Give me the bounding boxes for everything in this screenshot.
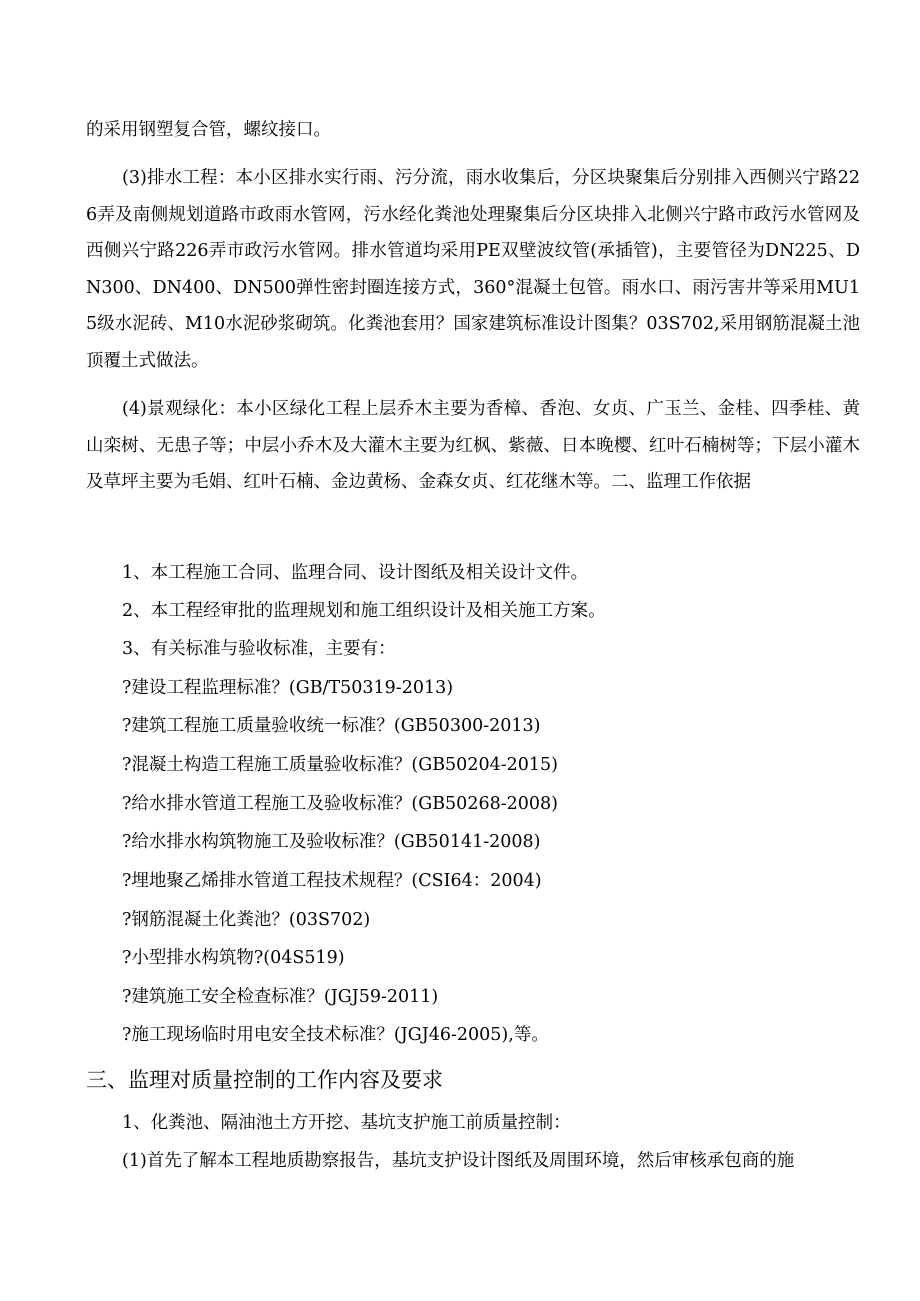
standard-item: ?建设工程监理标准？(GB/T50319-2013) bbox=[122, 678, 454, 698]
standard-item: ?小型排水构筑物?(04S519) bbox=[122, 948, 345, 968]
standard-item: ?混凝土构造工程施工质量验收标准？(GB50204-2015) bbox=[122, 755, 558, 775]
paragraph-drainage: (3)排水工程：本小区排水实行雨、污分流，雨水收集后，分区块聚集后分别排入西侧兴宁路226弄及南侧规划道路市政雨水管网，污水经化粪池处理聚集后分区块排入北侧兴宁路市政污水管网及西侧兴宁路226弄市政污水管网。排水管道均采用PE双壁波纹管(承插管)，主要管径为DN225、DN300、DN400、DN500弹性密封圈连接方式，360°混凝土包管。雨水口、雨污害井等采用MU15级水泥砖、M10水泥砂浆砌筑。化粪池套用？国家建筑标准设计图集？03S702,采用钢筋混凝土池顶覆土式做法。 bbox=[86, 168, 860, 371]
section-3-paragraph-1: (1)首先了解本工程地质勘察报告，基坑支护设计图纸及周围环境，然后审核承包商的施 bbox=[122, 1151, 795, 1171]
paragraph-continuation: 的采用钢塑复合管，螺纹接口。 bbox=[86, 120, 331, 140]
standard-item: ?给水排水管道工程施工及验收标准？(GB50268-2008) bbox=[122, 794, 558, 814]
standard-item: ?建筑施工安全检查标准？(JGJ59-2011) bbox=[122, 987, 439, 1007]
standard-item: ?建筑工程施工质量验收统一标准？(GB50300-2013) bbox=[122, 716, 541, 736]
basis-item-3: 3、有关标准与验收标准，主要有： bbox=[122, 639, 396, 659]
standard-item: ?钢筋混凝土化粪池？(03S702) bbox=[122, 910, 371, 930]
standard-item: ?给水排水构筑物施工及验收标准？(GB50141-2008) bbox=[122, 832, 541, 852]
standard-item: ?埋地聚乙烯排水管道工程技术规程？(CSI64：2004) bbox=[122, 871, 542, 891]
basis-item-2: 2、本工程经审批的监理规划和施工组织设计及相关施工方案。 bbox=[122, 601, 606, 621]
basis-item-1: 1、本工程施工合同、监理合同、设计图纸及相关设计文件。 bbox=[122, 563, 589, 583]
section-3-heading: 三、监理对质量控制的工作内容及要求 bbox=[86, 1068, 443, 1092]
paragraph-landscape: (4)景观绿化：本小区绿化工程上层乔木主要为香樟、香泡、女贞、广玉兰、金桂、四季桂、黄山栾树、无患子等；中层小乔木及大灌木主要为红枫、紫薇、日本晚樱、红叶石楠树等；下层小灌木及草坪主要为毛娟、红叶石楠、金边黄杨、金森女贞、红花继木等。二、监理工作依据 bbox=[86, 399, 860, 492]
section-3-item-1: 1、化粪池、隔油池土方开挖、基坑支护施工前质量控制： bbox=[122, 1113, 571, 1133]
standard-item: ?施工现场临时用电安全技术标准？(JGJ46-2005),等。 bbox=[122, 1025, 549, 1045]
